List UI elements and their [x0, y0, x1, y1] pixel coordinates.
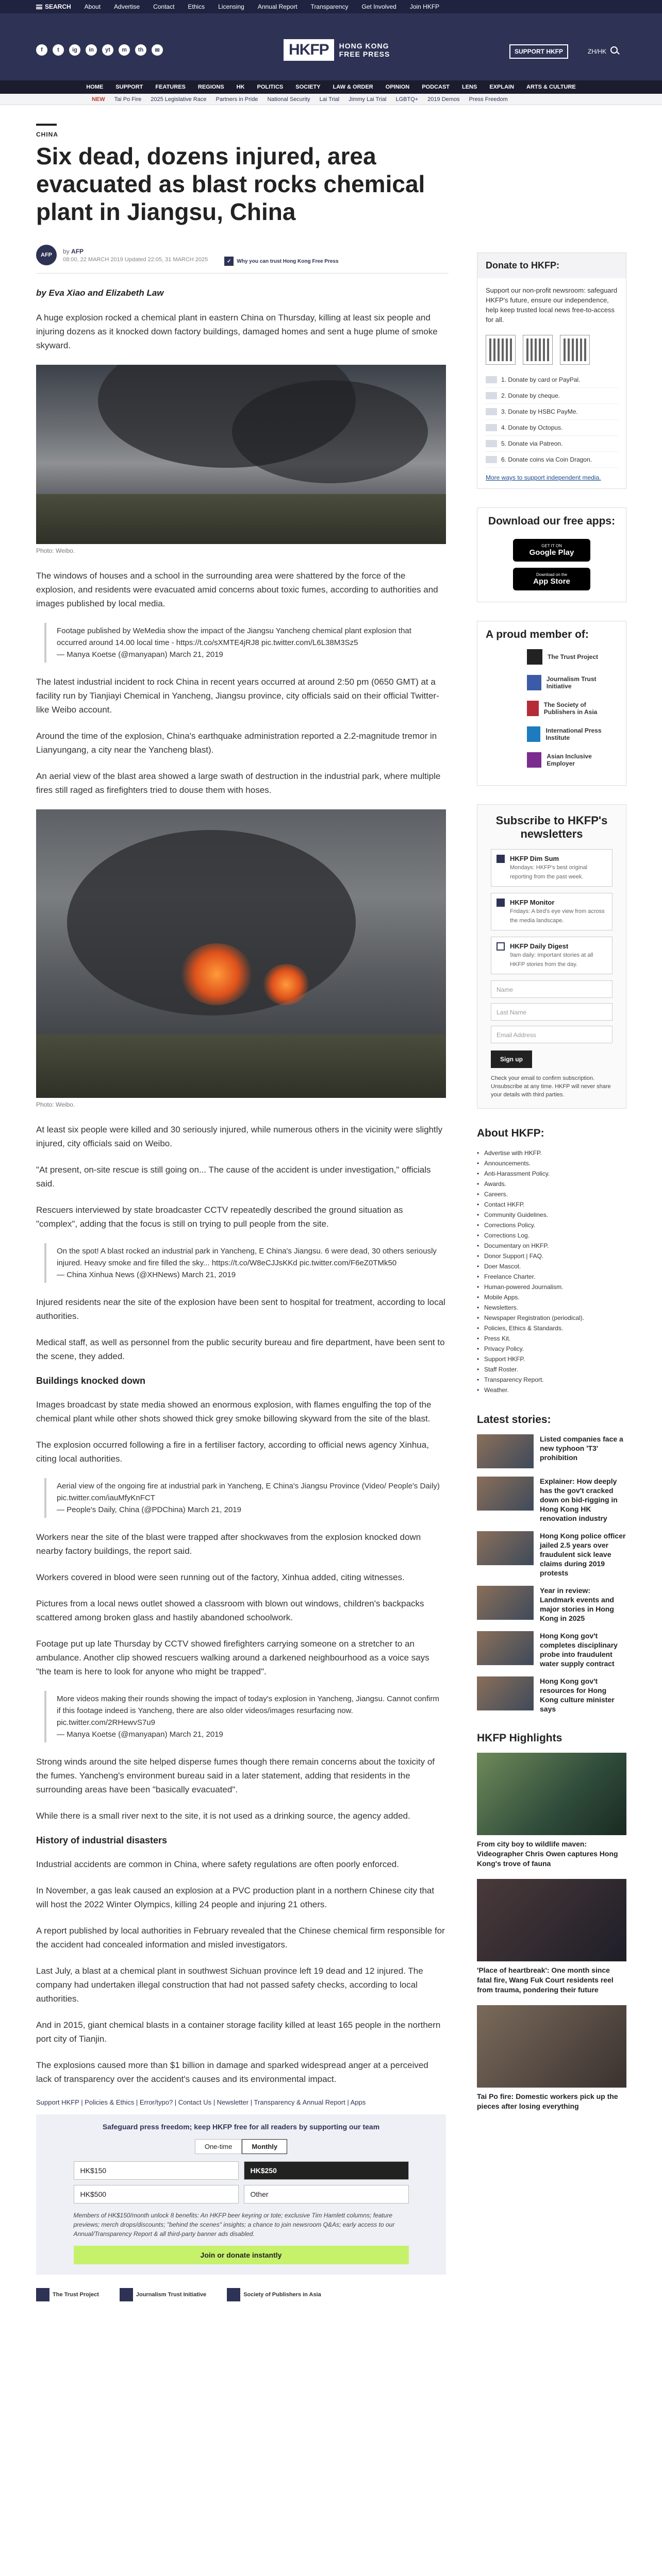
category-rule: [36, 124, 57, 126]
highlight-image: [477, 1879, 626, 1961]
paragraph: In November, a gas leak caused an explosion at a PVC production plant in a northern Chinese city that will host the 2022 Winter Olympics, killing 24 people and injuring 21 others.: [36, 1886, 435, 1909]
sign-up-button[interactable]: Sign up: [491, 1050, 532, 1068]
jti-icon: [120, 2288, 133, 2301]
about-link[interactable]: • Anti-Harassment Policy.: [477, 1168, 626, 1179]
menu-icon: [36, 5, 42, 9]
ipi-icon: [527, 726, 540, 742]
member-logo[interactable]: Asian Inclusive Employer: [527, 752, 618, 768]
about-link[interactable]: • Donor Support | FAQ.: [477, 1251, 626, 1261]
latest-title: Latest stories:: [477, 1414, 551, 1426]
paragraph: Footage put up late Thursday by CCTV showed firefighters carrying someone on a stretcher to an ambulance. Another clip showed rescuers walking around a darkened neighbourhood as a voice says "the team is here to look for anyone who might be trapped".: [36, 1639, 429, 1676]
story-item[interactable]: Hong Kong gov't completes disciplinary probe into fraudulent water supply contract: [477, 1631, 626, 1668]
payment-icon: [486, 456, 497, 463]
fire-glow: [263, 964, 309, 1005]
story-item[interactable]: Hong Kong gov't resources for Hong Kong culture minister says: [477, 1676, 626, 1714]
apps-title: Download our free apps:: [488, 515, 616, 527]
payment-icon: [486, 392, 497, 399]
article-photo-1: [36, 365, 446, 544]
trust-icon: ✓: [224, 257, 234, 266]
inclusive-employer-icon: [527, 752, 541, 768]
story-item[interactable]: Explainer: How deeply has the gov't cracked down on bid-rigging in Hong Kong HK renovation industry: [477, 1477, 626, 1523]
fire-glow: [180, 943, 253, 1005]
donate-method[interactable]: 4. Donate by Octopus.: [486, 420, 618, 436]
story-item[interactable]: Hong Kong police officer jailed 2.5 years over fraudulent sick leave claims during 2019 protests: [477, 1531, 626, 1578]
about-link[interactable]: • Newsletters.: [477, 1302, 626, 1313]
trending-item[interactable]: National Security: [267, 96, 310, 103]
trending-item[interactable]: Lai Trial: [319, 96, 340, 103]
about-link[interactable]: • Human-powered Journalism.: [477, 1282, 626, 1292]
paragraph: Workers covered in blood were seen running out of the factory, Xinhua added, citing witnesses.: [36, 1572, 405, 1582]
trending-new-tag: NEW: [92, 96, 105, 103]
paragraph: Injured residents near the site of the explosion have been sent to hospital for treatment, according to local authorities.: [36, 1297, 445, 1321]
google-play-button[interactable]: GET IT ON Google Play: [513, 539, 590, 562]
jti-logo[interactable]: Journalism Trust Initiative: [120, 2288, 206, 2301]
topbar-about[interactable]: About: [84, 3, 101, 10]
embedded-tweet: [44, 1691, 441, 1742]
paragraph: The latest industrial incident to rock China in recent years occurred at around 2:50 pm (0650 GMT) at a facility run by Tianjiayi Chemical in Yancheng, Jiangsu province, city officials said on their official Twitter-like Weibo account.: [36, 677, 439, 715]
app-store-button[interactable]: Download on the App Store: [513, 568, 590, 590]
logo-wordmark: HONG KONG FREE PRESS: [339, 42, 390, 58]
qr-code-icon[interactable]: [523, 335, 553, 365]
smoke-plume: [232, 380, 428, 483]
newsletter-option[interactable]: HKFP Dim Sum Mondays: HKFP's best original reporting from the past week.: [491, 849, 613, 887]
topbar-contact[interactable]: Contact: [153, 3, 175, 10]
logo-mark: HKFP: [284, 39, 334, 61]
nav-regions[interactable]: REGIONS: [197, 84, 224, 90]
about-link[interactable]: • Staff Roster.: [477, 1364, 626, 1375]
donate-method[interactable]: 1. Donate by card or PayPal.: [486, 372, 618, 388]
story-thumbnail: [477, 1531, 534, 1565]
paragraph: The windows of houses and a school in the surrounding area were shattered by the force of the explosion, and residents were evacuated amid concerns about toxic fumes, according to authorities and images published by local media.: [36, 571, 438, 608]
paragraph: The explosion occurred following a fire in a fertiliser factory, according to official news agency Xinhua, citing local authorities.: [36, 1440, 429, 1464]
about-link[interactable]: • Support HKFP.: [477, 1354, 626, 1364]
nav-law-order[interactable]: LAW & ORDER: [333, 84, 373, 90]
qr-code-icon[interactable]: [560, 335, 590, 365]
tweet-author[interactable]: — People's Daily, China (@PDChina) March 21, 2019: [57, 1505, 241, 1514]
tweet-text: More videos making their rounds showing the impact of today's explosion in Yancheng, Jiangsu. Cannot confirm if this footage indeed is Yancheng, there are also older videos/images resurfacing now. pic.twitter.com/2RHewvS7u9: [57, 1694, 439, 1727]
about-link[interactable]: • Advertise with HKFP.: [477, 1148, 626, 1158]
trending-item[interactable]: 2025 Legislative Race: [151, 96, 207, 103]
article-authors: by Eva Xiao and Elizabeth Law: [36, 288, 164, 298]
nav-home[interactable]: HOME: [86, 84, 104, 90]
donate-method[interactable]: 6. Donate coins via Coin Dragon.: [486, 452, 618, 468]
embedded-tweet: [44, 623, 441, 663]
nav-explain[interactable]: EXPLAIN: [489, 84, 515, 90]
photo-ground: [36, 1035, 446, 1098]
sopa-logo[interactable]: Society of Publishers in Asia: [227, 2288, 321, 2301]
trending-item[interactable]: Press Freedom: [469, 96, 508, 103]
highlight-item[interactable]: 'Place of heartbreak': One month since fatal fire, Wang Fuk Court residents reel from trauma, pondering their future: [477, 1879, 626, 1995]
last-name-field[interactable]: Last Name: [491, 1003, 613, 1021]
article-footer-links[interactable]: Support HKFP | Policies & Ethics | Error/typo? | Contact Us | Newsletter | Transparency & Annual Report | Apps: [36, 2098, 366, 2106]
story-item[interactable]: Year in review: Landmark events and major stories in Hong Kong in 2025: [477, 1586, 626, 1623]
about-link[interactable]: • Announcements.: [477, 1158, 626, 1168]
article: [36, 124, 459, 2301]
highlight-item[interactable]: Tai Po fire: Domestic workers pick up the pieces after losing everything: [477, 2005, 626, 2111]
donate-method[interactable]: 2. Donate by cheque.: [486, 388, 618, 404]
youtube-icon[interactable]: yt: [102, 44, 113, 56]
member-logo[interactable]: Journalism Trust Initiative: [527, 675, 618, 690]
paragraph: Workers near the site of the blast were trapped after shockwaves from the explosion knocked down nearby factory buildings, the report said.: [36, 1532, 421, 1556]
tweet-text: Footage published by WeMedia show the impact of the Jiangsu Yancheng chemical plant explosion that occurred around 14.00 local time - https://t.co/sXMTE4jRJ8 pic.twitter.com/L6L38M3Sz5: [57, 626, 411, 647]
amount-option[interactable]: HK$500: [74, 2185, 239, 2204]
paragraph: An aerial view of the blast area showed a large swath of destruction in the industrial park, where multiple fires still raged as firefighters tried to douse them with hoses.: [36, 771, 441, 795]
tweet-author[interactable]: — Manya Koetse (@manyapan) March 21, 2019: [57, 650, 223, 659]
monthly-option[interactable]: Monthly: [242, 2139, 287, 2154]
about-widget: [477, 1127, 626, 1395]
nav-society[interactable]: SOCIETY: [295, 84, 321, 90]
latest-stories: [477, 1414, 626, 1714]
donate-methods: [477, 372, 626, 468]
about-link[interactable]: • Transparency Report.: [477, 1375, 626, 1385]
section-heading: Buildings knocked down: [36, 1376, 146, 1386]
more-ways-link[interactable]: More ways to support independent media.: [486, 474, 601, 481]
frequency-toggle: [46, 2139, 436, 2154]
tweet-author[interactable]: — Manya Koetse (@manyapan) March 21, 2019: [57, 1730, 223, 1739]
photo-caption: Photo: Weibo.: [36, 1101, 75, 1108]
byline-author: by AFP: [63, 247, 84, 255]
about-link[interactable]: • Community Guidelines.: [477, 1210, 626, 1220]
proud-title: A proud member of:: [486, 629, 589, 640]
payment-icon: [486, 376, 497, 383]
member-benefits: Members of HK$150/month unlock 8 benefits: An HKFP beer keyring or tote; exclusive Tim Hamlett columns; feature previews; merch drops/discounts; "behind the scenes" insights; a chance to join newsroom Q&As; early access to our Annual/Transparency Report & all third-party banner ads disabled.: [73, 2212, 395, 2238]
member-logo[interactable]: The Society of Publishers in Asia: [527, 701, 618, 716]
paragraph: Strong winds around the site helped disperse fumes though there remain concerns about the toxicity of the fumes. Yancheng's environment bureau said in a later statement, adding that residents in the surrounding areas have been "basically evacuated".: [36, 1757, 435, 1794]
trust-project-icon: [527, 649, 542, 665]
tweet-text: On the spot! A blast rocked an industrial park in Yancheng, E China's Jiangsu. 6 were dead, 30 others seriously injured. Heavy smoke and fire filled the sky... https://t.co/W8eCJJsKKd pic.twitter.com/F6eZ0TMk50: [57, 1247, 437, 1267]
email-field[interactable]: Email Address: [491, 1026, 613, 1043]
topbar-advertise[interactable]: Advertise: [114, 3, 140, 10]
topbar-search[interactable]: SEARCH: [36, 3, 71, 10]
qr-code-icon[interactable]: [486, 335, 516, 365]
instagram-icon[interactable]: ig: [69, 44, 80, 56]
nav-podcast[interactable]: PODCAST: [422, 84, 450, 90]
amount-option-other[interactable]: Other: [244, 2185, 409, 2204]
highlights-title: HKFP Highlights: [477, 1732, 562, 1744]
trending-item[interactable]: 2019 Demos: [427, 96, 460, 103]
top-utility-bar: [0, 0, 662, 13]
support-cta: Safeguard press freedom; keep HKFP free for all readers by supporting our team: [102, 2123, 380, 2131]
trending-item[interactable]: Tai Po Fire: [114, 96, 142, 103]
about-link[interactable]: • Careers.: [477, 1189, 626, 1199]
newsletter-note: Check your email to confirm subscription. Unsubscribe at any time. HKFP will never share your details with third parties.: [491, 1075, 611, 1098]
paragraph: At least six people were killed and 30 seriously injured, while numerous others in the vicinity were slightly injured, city officials said on Weibo.: [36, 1125, 443, 1148]
nav-opinion[interactable]: OPINION: [385, 84, 410, 90]
nav-politics[interactable]: POLITICS: [257, 84, 284, 90]
social-links: [36, 44, 163, 56]
paragraph: While there is a small river next to the site, it is not used as a drinking source, the agency added.: [36, 1811, 410, 1821]
checkbox-unchecked-icon[interactable]: [496, 942, 505, 951]
photo-caption: Photo: Weibo.: [36, 547, 75, 554]
amount-option-selected[interactable]: HK$250: [244, 2161, 409, 2180]
paragraph: And in 2015, giant chemical blasts in a container storage facility killed at least 165 people in the northern port city of Tianjin.: [36, 2020, 441, 2044]
donate-method[interactable]: 5. Donate via Patreon.: [486, 436, 618, 452]
topbar-join-hkfp[interactable]: Join HKFP: [409, 3, 440, 10]
tweet-text: Aerial view of the ongoing fire at industrial park in Yancheng, E China's Jiangsu Province (Video/ People's Daily) pic.twitter.com/iauMfyKnFCT: [57, 1482, 440, 1502]
about-link[interactable]: • Press Kit.: [477, 1333, 626, 1344]
about-link[interactable]: • Contact HKFP.: [477, 1199, 626, 1210]
trending-item[interactable]: LGBTQ+: [395, 96, 419, 103]
article-photo-2: [36, 809, 446, 1098]
amount-option[interactable]: HK$150: [74, 2161, 239, 2180]
publish-dates: 08:00, 22 MARCH 2019 Updated 22:05, 31 MARCH 2025: [63, 256, 208, 263]
threads-icon[interactable]: th: [135, 44, 146, 56]
sopa-icon: [527, 701, 539, 716]
paragraph: Around the time of the explosion, China's earthquake administration reported a 2.2-magnitude tremor in Lianyungang, a city near the Yancheng blast).: [36, 731, 437, 755]
story-thumbnail: [477, 1586, 534, 1620]
member-logo[interactable]: The Trust Project: [527, 649, 618, 665]
checkbox-checked-icon[interactable]: [496, 855, 505, 863]
sidebar: [477, 252, 626, 2122]
story-thumbnail: [477, 1477, 534, 1511]
membership-widget: [477, 621, 626, 786]
paragraph: Last July, a blast at a chemical plant in southwest Sichuan province left 19 dead and 12 injured. The company had undertaken illegal construction that had not passed safety checks, according to local authorities.: [36, 1966, 423, 2004]
one-time-option[interactable]: One-time: [195, 2139, 242, 2154]
paragraph: A report published by local authorities in February revealed that the Chinese chemical firm responsible for the accident had concealed information and misled investigators.: [36, 1926, 445, 1950]
payment-icon: [486, 408, 497, 415]
highlight-image: [477, 1753, 626, 1835]
trust-project-logo[interactable]: The Trust Project: [36, 2288, 99, 2301]
story-thumbnail: [477, 1631, 534, 1665]
trending-bar: [0, 94, 662, 105]
tweet-author[interactable]: — China Xinhua News (@XHNews) March 21, 2019: [57, 1270, 236, 1279]
jti-icon: [527, 675, 541, 690]
story-thumbnail: [477, 1434, 534, 1468]
search-icon[interactable]: [610, 46, 618, 54]
member-logo[interactable]: International Press Institute: [527, 726, 618, 742]
first-name-field[interactable]: Name: [491, 980, 613, 998]
nav-arts-culture[interactable]: ARTS & CULTURE: [526, 84, 576, 90]
about-link[interactable]: • Policies, Ethics & Standards.: [477, 1323, 626, 1333]
embedded-tweet: [44, 1243, 441, 1283]
sopa-icon: [227, 2288, 240, 2301]
twitter-icon[interactable]: t: [53, 44, 64, 56]
language-switch[interactable]: ZH/HK: [588, 48, 606, 55]
byline: [36, 244, 459, 266]
highlights: [477, 1732, 626, 2111]
paragraph: A huge explosion rocked a chemical plant in eastern China on Thursday, killing at least six people and injuring dozens as it knocked down factory buildings, damaged homes and sent a huge plume of smoke skyward.: [36, 313, 438, 350]
paragraph: Images broadcast by state media showed an enormous explosion, with flames engulfing the top of the chemical plant while other shots showed thick grey smoke billowing skyward from the site of the blast.: [36, 1400, 432, 1423]
paragraph: "At present, on-site rescue is still going on... The cause of the accident is under investigation," officials said.: [36, 1165, 431, 1189]
about-link[interactable]: • Freelance Charter.: [477, 1272, 626, 1282]
paragraph: Pictures from a local news outlet showed a classroom with blown out windows, children's backpacks scattered among broken glass and hastily abandoned schoolwork.: [36, 1599, 424, 1622]
article-category[interactable]: CHINA: [36, 131, 58, 138]
section-heading: History of industrial disasters: [36, 1835, 168, 1845]
donate-widget: [477, 252, 626, 489]
mail-icon[interactable]: ✉: [152, 44, 163, 56]
amount-options: [46, 2161, 436, 2204]
paragraph: Medical staff, as well as personnel from the public security bureau and fire department, have been sent to the scene, they added.: [36, 1337, 445, 1361]
site-logo[interactable]: [284, 39, 390, 61]
nav-hk[interactable]: HK: [236, 84, 245, 90]
highlight-image: [477, 2005, 626, 2088]
paragraph: Industrial accidents are common in China, where safety regulations are often poorly enforced.: [36, 1859, 399, 1869]
apps-widget: [477, 507, 626, 602]
about-link[interactable]: • Newspaper Registration (periodical).: [477, 1313, 626, 1323]
topbar-transparency[interactable]: Transparency: [310, 3, 349, 10]
newsletter-option[interactable]: HKFP Daily Digest 9am daily: Important stories at all HKFP stories from the day.: [491, 937, 613, 974]
bottom-member-logos: [36, 2288, 459, 2301]
paragraph: Rescuers interviewed by state broadcaster CCTV repeatedly described the ground situation as "complex", adding that the focus is still on trying to pull people from the site.: [36, 1205, 403, 1229]
newsletter-title: Subscribe to HKFP's newsletters: [495, 814, 608, 840]
payment-icon: [486, 424, 497, 431]
topbar-licensing[interactable]: Licensing: [218, 3, 244, 10]
divider: [36, 273, 449, 274]
about-link[interactable]: • Documentary on HKFP.: [477, 1241, 626, 1251]
linkedin-icon[interactable]: in: [86, 44, 97, 56]
nav-lens[interactable]: LENS: [462, 84, 477, 90]
about-link[interactable]: • Weather.: [477, 1385, 626, 1395]
story-thumbnail: [477, 1676, 534, 1710]
about-link[interactable]: • Mobile Apps.: [477, 1292, 626, 1302]
photo-ground: [36, 494, 446, 544]
nav-support[interactable]: SUPPORT: [115, 84, 143, 90]
topbar-get-involved[interactable]: Get Involved: [361, 3, 396, 10]
topbar-annual-report[interactable]: Annual Report: [257, 3, 297, 10]
topbar-ethics[interactable]: Ethics: [188, 3, 205, 10]
payment-icon: [486, 440, 497, 447]
facebook-icon[interactable]: f: [36, 44, 47, 56]
embedded-tweet: [44, 1478, 441, 1518]
trust-project-icon: [36, 2288, 49, 2301]
paragraph: The explosions caused more than $1 billion in damage and sparked widespread anger at a perceived lack of transparency over the accident's causes and its environmental impact.: [36, 2060, 428, 2084]
site-header: [0, 13, 662, 80]
newsletter-widget: [477, 804, 626, 1109]
author-avatar[interactable]: AFP: [36, 245, 57, 265]
donate-intro: Support our non-profit newsroom: safeguard HKFP's future, ensure our independence, help keep trusted local news free-to-access for all.: [486, 286, 618, 324]
main-nav: [0, 80, 662, 94]
donate-title: Donate to HKFP:: [477, 253, 626, 278]
story-item[interactable]: Listed companies face a new typhoon 'T3' prohibition: [477, 1434, 626, 1468]
trending-item[interactable]: Partners in Pride: [216, 96, 258, 103]
about-link[interactable]: • Corrections Policy.: [477, 1220, 626, 1230]
trust-link[interactable]: ✓ Why you can trust Hong Kong Free Press: [224, 257, 338, 266]
trending-item[interactable]: Jimmy Lai Trial: [349, 96, 387, 103]
qr-codes: [477, 330, 626, 372]
about-link[interactable]: • Doer Mascot.: [477, 1261, 626, 1272]
nav-features[interactable]: FEATURES: [155, 84, 186, 90]
donation-box: [36, 2114, 446, 2275]
highlight-item[interactable]: From city boy to wildlife maven: Videographer Chris Owen captures Hong Kong's trove of fauna: [477, 1753, 626, 1869]
article-headline: Six dead, dozens injured, area evacuated as blast rocks chemical plant in Jiangsu, China: [36, 143, 425, 225]
support-hkfp-button[interactable]: SUPPORT HKFP: [509, 44, 568, 59]
about-link[interactable]: • Corrections Log.: [477, 1230, 626, 1241]
join-donate-button[interactable]: Join or donate instantly: [74, 2246, 409, 2264]
donate-method[interactable]: 3. Donate by HSBC PayMe.: [486, 404, 618, 420]
about-link[interactable]: • Awards.: [477, 1179, 626, 1189]
checkbox-checked-icon[interactable]: [496, 899, 505, 907]
about-title: About HKFP:: [477, 1127, 544, 1139]
about-link[interactable]: • Privacy Policy.: [477, 1344, 626, 1354]
mastodon-icon[interactable]: m: [119, 44, 130, 56]
newsletter-option[interactable]: HKFP Monitor Fridays: A bird's eye view from across the media landscape.: [491, 893, 613, 930]
